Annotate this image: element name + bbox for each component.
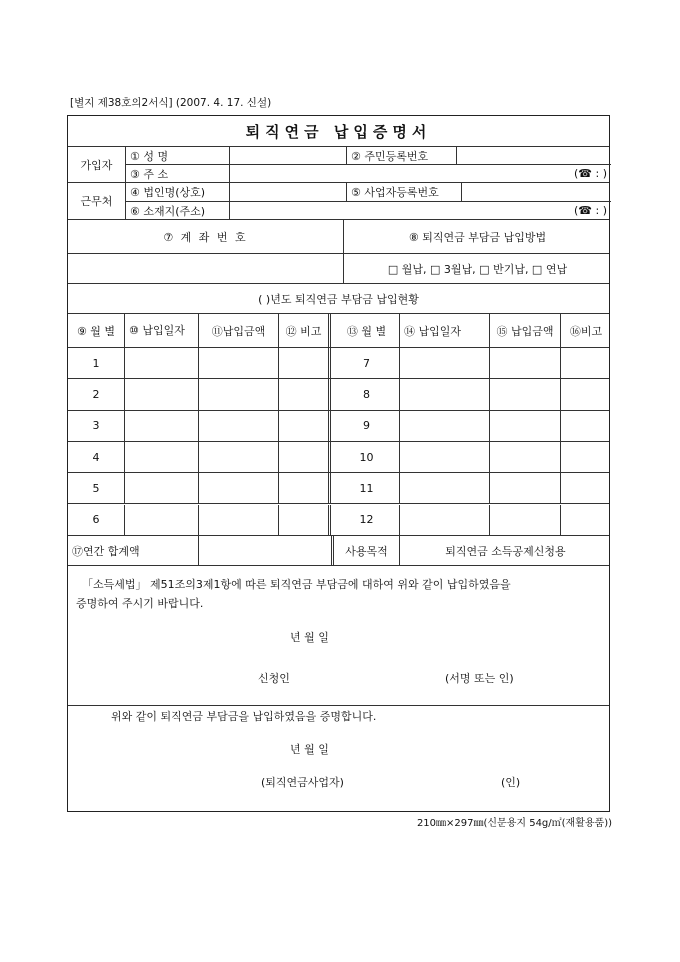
account-value-row [68,254,609,284]
date-right-cell[interactable] [400,379,490,409]
address-field[interactable] [230,165,611,182]
subscriber-block [68,147,609,183]
amount-left-cell[interactable] [199,379,279,409]
note-left-cell[interactable] [279,379,331,409]
monthly-table-row [68,379,609,410]
month-right-cell: 8 [334,379,400,409]
month-left-cell: 5 [68,473,125,503]
date-right-cell[interactable] [400,505,490,535]
note-right-cell[interactable] [561,411,611,441]
amount-left-cell[interactable] [199,348,279,378]
title-row [68,116,609,147]
col-amount-left: ⑪납입금액 [199,314,279,347]
phone-icon-label-2: (☎ : ) [574,204,607,217]
annual-total-row [68,536,609,566]
request-text-line1: 「소득세법」 제51조의3제1항에 따른 퇴직연금 부담금에 대하여 위와 같이 납입하였음을 [82,578,511,591]
month-left-cell: 2 [68,379,125,409]
month-right-cell: 10 [334,442,400,472]
note-left-cell[interactable] [279,473,331,503]
account-header-row [68,220,609,254]
date-left-cell[interactable] [125,379,199,409]
month-right-cell: 11 [334,473,400,503]
date-right-cell[interactable] [400,411,490,441]
date-right-cell[interactable] [400,473,490,503]
note-left-cell[interactable] [279,505,331,535]
signature-field[interactable]: (서명 또는 인) [445,672,514,685]
col-note-left: ⑫ 비고 [279,314,331,347]
date-left-cell[interactable] [125,411,199,441]
purpose-label: 사용목적 [334,536,400,565]
brn-label: ⑤ 사업자등록번호 [347,183,462,201]
payment-method-label: ⑧ 퇴직연금 부담금 납입방법 [408,230,547,244]
purpose-value: 퇴직연금 소득공제신청용 [445,544,566,558]
certify-text: 위와 같이 퇴직연금 부담금을 납입하였음을 증명합니다. [111,710,377,723]
month-left-cell: 6 [68,505,125,535]
workplace-label: 근무처 [68,183,126,219]
request-text-line2: 증명하여 주시기 바랍니다. [76,597,204,610]
monthly-table-row [68,411,609,442]
month-left-cell: 4 [68,442,125,472]
note-left-cell[interactable] [279,411,331,441]
month-left-cell: 1 [68,348,125,378]
note-right-cell[interactable] [561,379,611,409]
amount-left-cell[interactable] [199,505,279,535]
request-date[interactable]: 년 월 일 [290,631,329,644]
amount-right-cell[interactable] [490,348,561,378]
payment-options[interactable]: □ 월납, □ 3월납, □ 반기납, □ 연납 [387,262,568,276]
applicant-label: 신청인 [258,672,290,685]
month-right-cell: 9 [334,411,400,441]
month-left-cell: 3 [68,411,125,441]
corp-name-label: ④ 법인명(상호) [126,183,230,201]
certificate-form [67,115,610,812]
col-month-left: ⑨ 월 별 [68,314,125,347]
date-left-cell[interactable] [125,442,199,472]
note-right-cell[interactable] [561,442,611,472]
subscriber-label: 가입자 [68,147,126,182]
provider-label: (퇴직연금사업자) [261,776,344,789]
request-block [68,566,609,706]
certify-date[interactable]: 년 월 일 [290,743,329,756]
monthly-table-row [68,348,609,379]
monthly-table-row [68,473,609,504]
amount-right-cell[interactable] [490,411,561,441]
location-field[interactable] [230,202,611,219]
annual-total-field[interactable] [199,536,334,565]
monthly-table-row [68,505,609,536]
amount-right-cell[interactable] [490,442,561,472]
date-left-cell[interactable] [125,473,199,503]
note-right-cell[interactable] [561,473,611,503]
note-left-cell[interactable] [279,442,331,472]
amount-right-cell[interactable] [490,379,561,409]
amount-left-cell[interactable] [199,411,279,441]
amount-right-cell[interactable] [490,473,561,503]
date-right-cell[interactable] [400,442,490,472]
name-label: ① 성 명 [126,147,230,164]
name-field[interactable] [230,147,347,164]
month-right-cell: 7 [334,348,400,378]
corp-name-field[interactable] [230,183,347,201]
brn-field[interactable] [462,183,611,201]
col-date-right: ⑭ 납입일자 [400,314,490,347]
month-right-cell: 12 [334,505,400,535]
rrn-field[interactable] [457,147,611,164]
form-title: 퇴직연금 납입증명서 [245,122,432,141]
certify-block [68,706,609,813]
address-label: ③ 주 소 [126,165,230,182]
date-left-cell[interactable] [125,505,199,535]
amount-left-cell[interactable] [199,442,279,472]
paper-size-note: 210㎜×297㎜(신문용지 54g/㎡(재활용품)) [416,818,612,829]
date-left-cell[interactable] [125,348,199,378]
note-right-cell[interactable] [561,505,611,535]
col-amount-right: ⑮ 납입금액 [490,314,561,347]
amount-right-cell[interactable] [490,505,561,535]
annual-total-label: ⑰연간 합계액 [68,536,199,565]
note-left-cell[interactable] [279,348,331,378]
form-reference-note: [별지 제38호의2서식] (2007. 4. 17. 신설) [70,97,272,109]
col-note-right: ⑯비고 [569,324,603,338]
workplace-block [68,183,609,220]
monthly-table-row [68,442,609,473]
year-status-row [68,284,609,314]
location-label: ⑥ 소재지(주소) [126,202,230,219]
account-number-field[interactable] [68,254,344,283]
monthly-table-header [68,314,609,348]
col-date-left: ⑩ 납입일자 [125,314,199,347]
amount-left-cell[interactable] [199,473,279,503]
seal-field[interactable]: (인) [501,776,521,789]
year-status-title: ( )년도 퇴직연금 부담금 납입현황 [258,292,419,306]
note-right-cell[interactable] [561,348,611,378]
date-right-cell[interactable] [400,348,490,378]
phone-icon-label: (☎ : ) [574,167,607,180]
rrn-label: ② 주민등록번호 [347,147,457,164]
col-month-right: ⑬ 월 별 [334,314,400,347]
account-number-label: ⑦ 계 좌 번 호 [68,220,344,253]
